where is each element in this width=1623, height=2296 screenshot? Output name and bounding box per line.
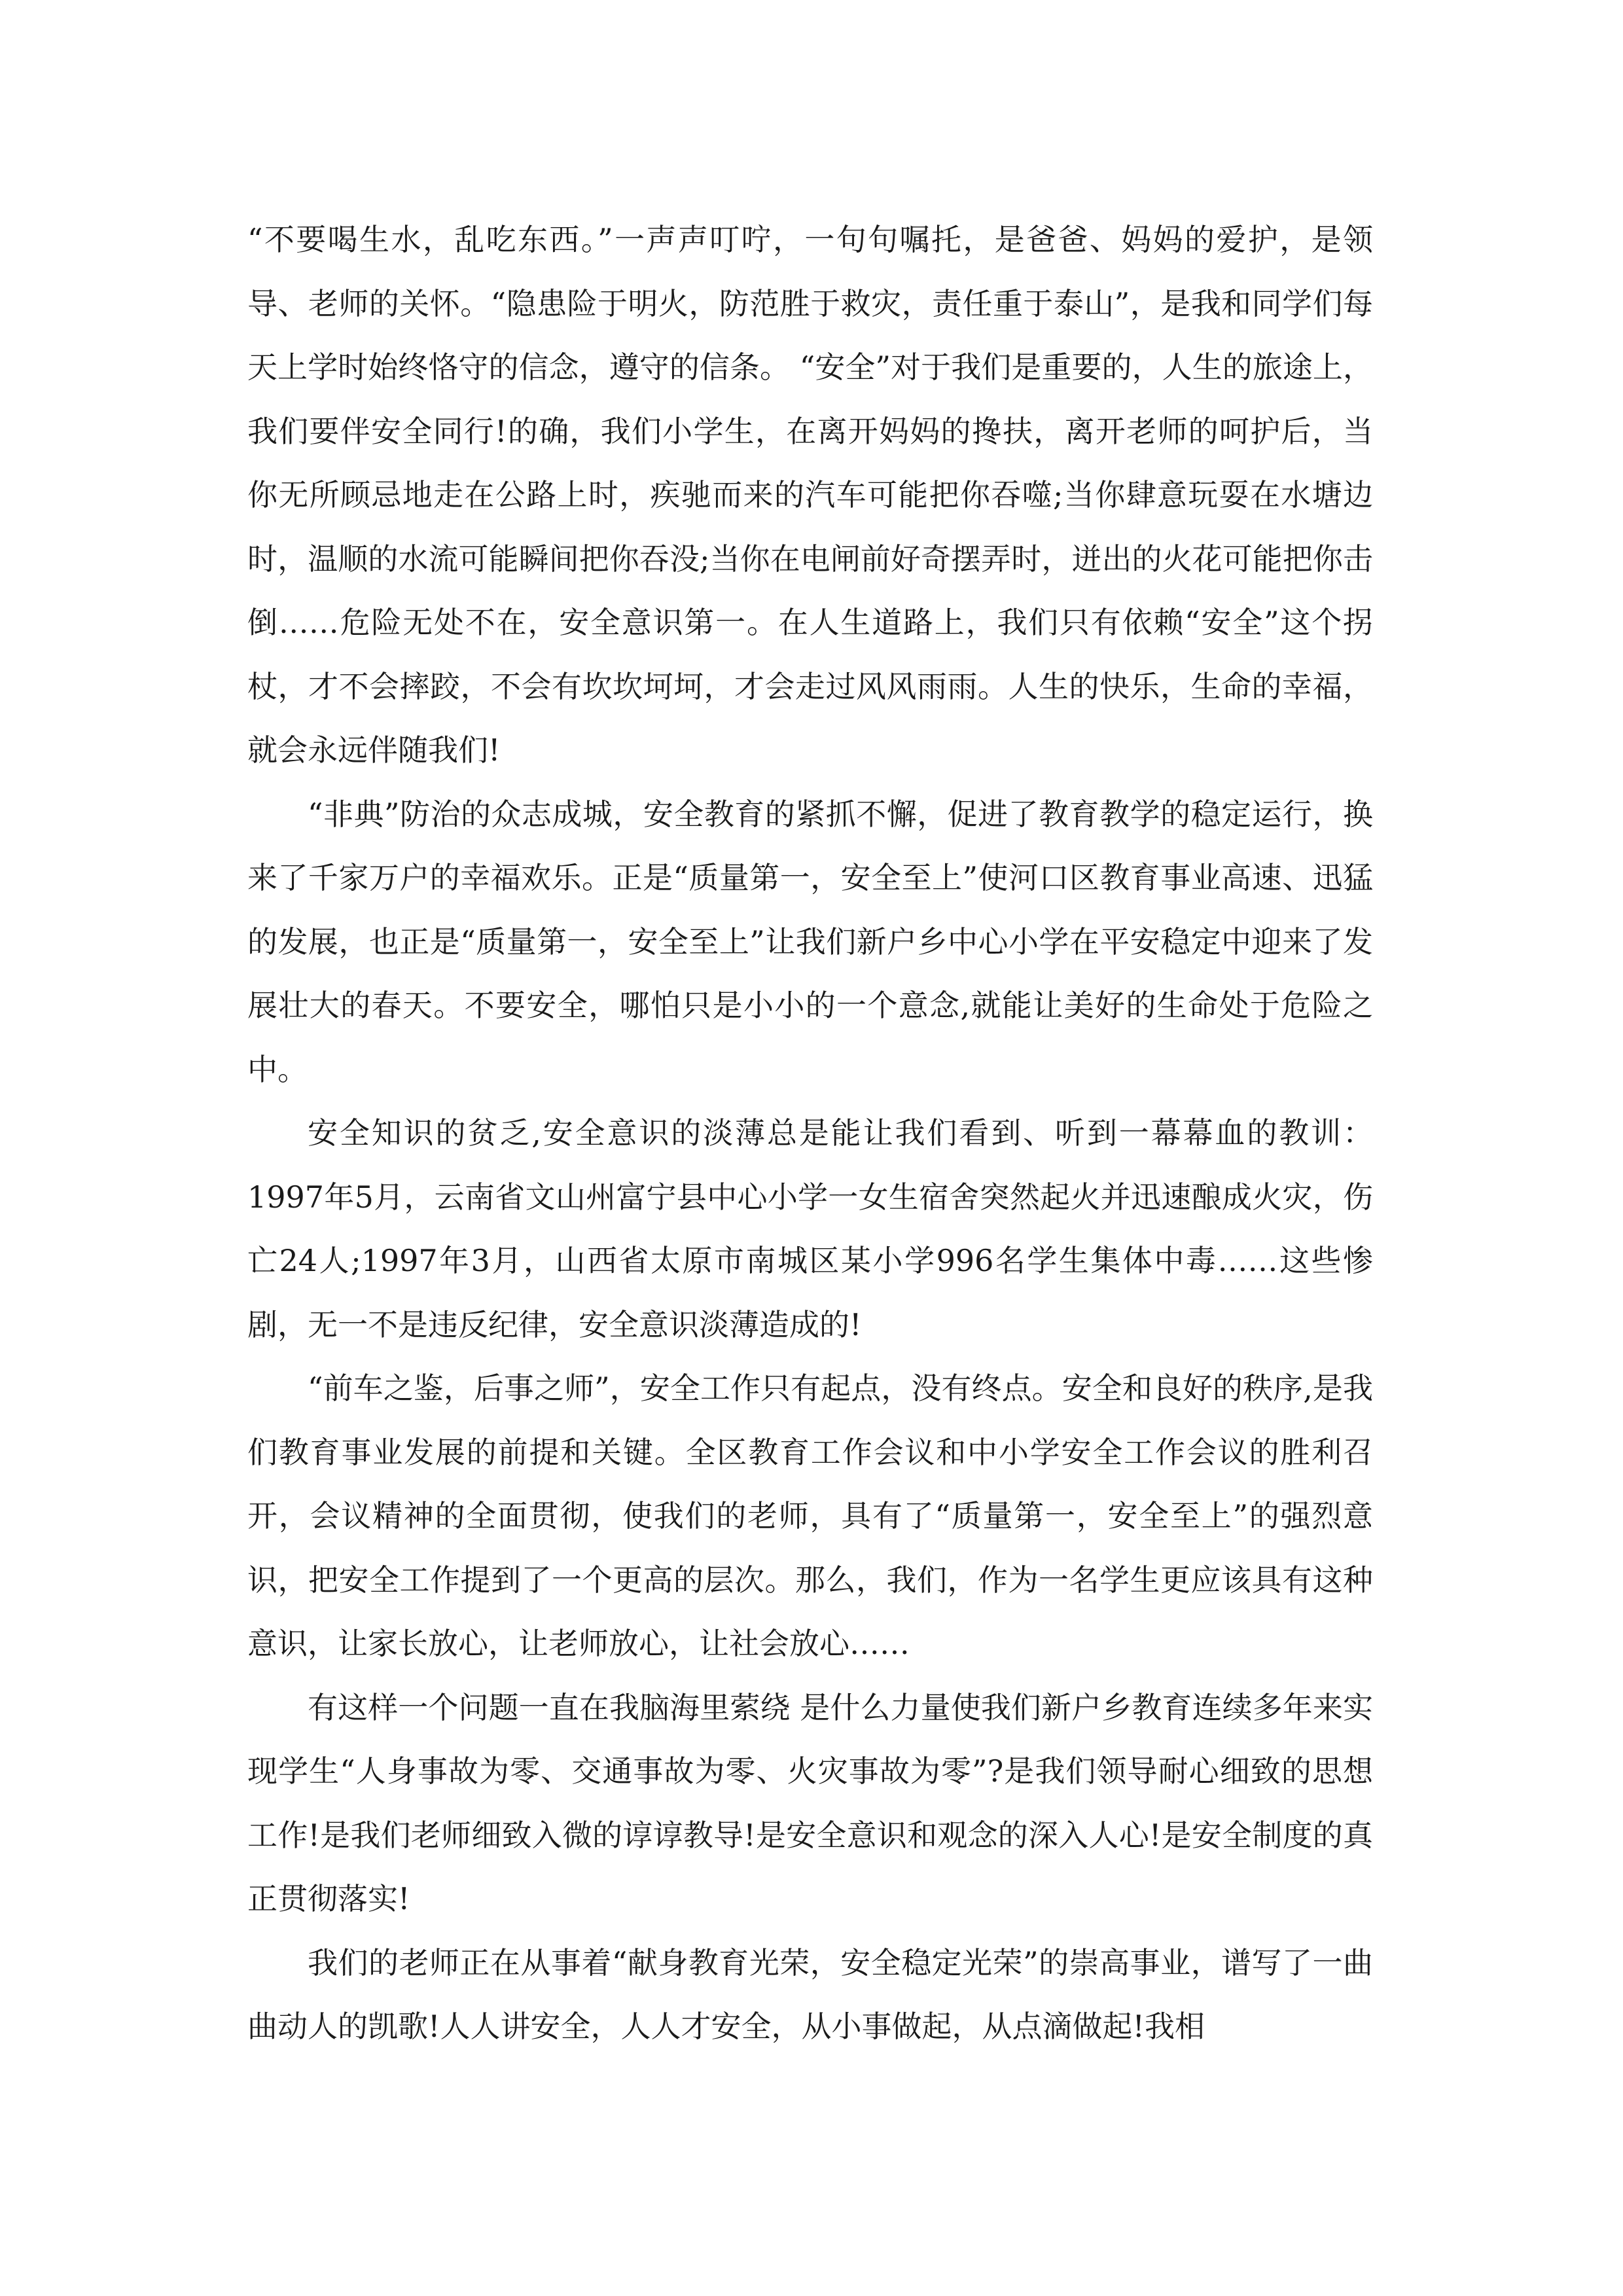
paragraph-teachers: 我们的老师正在从事着“献身教育光荣，安全稳定光荣”的崇高事业，谱写了一曲曲动人的凯歌!人人讲安全，人人才安全，从小事做起，从点滴做起!我相 <box>247 1945 1373 2044</box>
paragraph-lessons-learned: “前车之鉴，后事之师”，安全工作只有起点，没有终点。安全和良好的秩序,是我们教育事业发展的前提和关键。全区教育工作会议和中小学安全工作会议的胜利召开，会议精神的全面贯彻，使我们的老师，具有了“质量第一，安全至上”的强烈意识，把安全工作提到了一个更高的层次。那么，我们，作为一名学生更应该具有这种意识，让家长放心，让老师放心，让社会放心…… <box>247 1371 1373 1661</box>
document-body <box>247 208 1373 2059</box>
paragraph-sars-prevention: “非典”防治的众志成城，安全教育的紧抓不懈，促进了教育教学的稳定运行，换来了千家万户的幸福欢乐。正是“质量第一，安全至上”使河口区教育事业高速、迅猛的发展，也正是“质量第一，安全至上”让我们新户乡中心小学在平安稳定中迎来了发展壮大的春天。不要安全，哪怕只是小小的一个意念,就能让美好的生命处于危险之中。 <box>247 796 1373 1087</box>
paragraph-safety-reminders: “不要喝生水，乱吃东西。”一声声叮咛，一句句嘱托，是爸爸、妈妈的爱护，是领导、老师的关怀。“隐患险于明火，防范胜于救灾，责任重于泰山”，是我和同学们每天上学时始终恪守的信念，遵守的信条。 “安全”对于我们是重要的，人生的旅途上，我们要伴安全同行!的确，我们小学生，在离开妈妈的搀扶，离开老师的呵护后，当你无所顾忌地走在公路上时，疾驰而来的汽车可能把你吞噬;当你肆意玩耍在水塘边时，温顺的水流可能瞬间把你吞没;当你在电闸前好奇摆弄时，迸出的火花可能把你击倒……危险无处不在，安全意识第一。在人生道路上，我们只有依赖“安全”这个拐杖，才不会摔跤，不会有坎坎坷坷，才会走过风风雨雨。人生的快乐，生命的幸福，就会永远伴随我们! <box>247 222 1373 768</box>
paragraph-lessons: 安全知识的贫乏,安全意识的淡薄总是能让我们看到、听到一幕幕血的教训：1997年5月，云南省文山州富宁县中心小学一女生宿舍突然起火并迅速酿成火灾，伤亡24人;1997年3月，山西省太原市南城区某小学996名学生集体中毒……这些惨剧，无一不是违反纪律，安全意识淡薄造成的! <box>247 1115 1373 1342</box>
paragraph-zero-accidents: 有这样一个问题一直在我脑海里萦绕 是什么力量使我们新户乡教育连续多年来实现学生“人身事故为零、交通事故为零、火灾事故为零”?是我们领导耐心细致的思想工作!是我们老师细致入微的谆谆教导!是安全意识和观念的深入人心!是安全制度的真正贯彻落实! <box>247 1689 1373 1916</box>
